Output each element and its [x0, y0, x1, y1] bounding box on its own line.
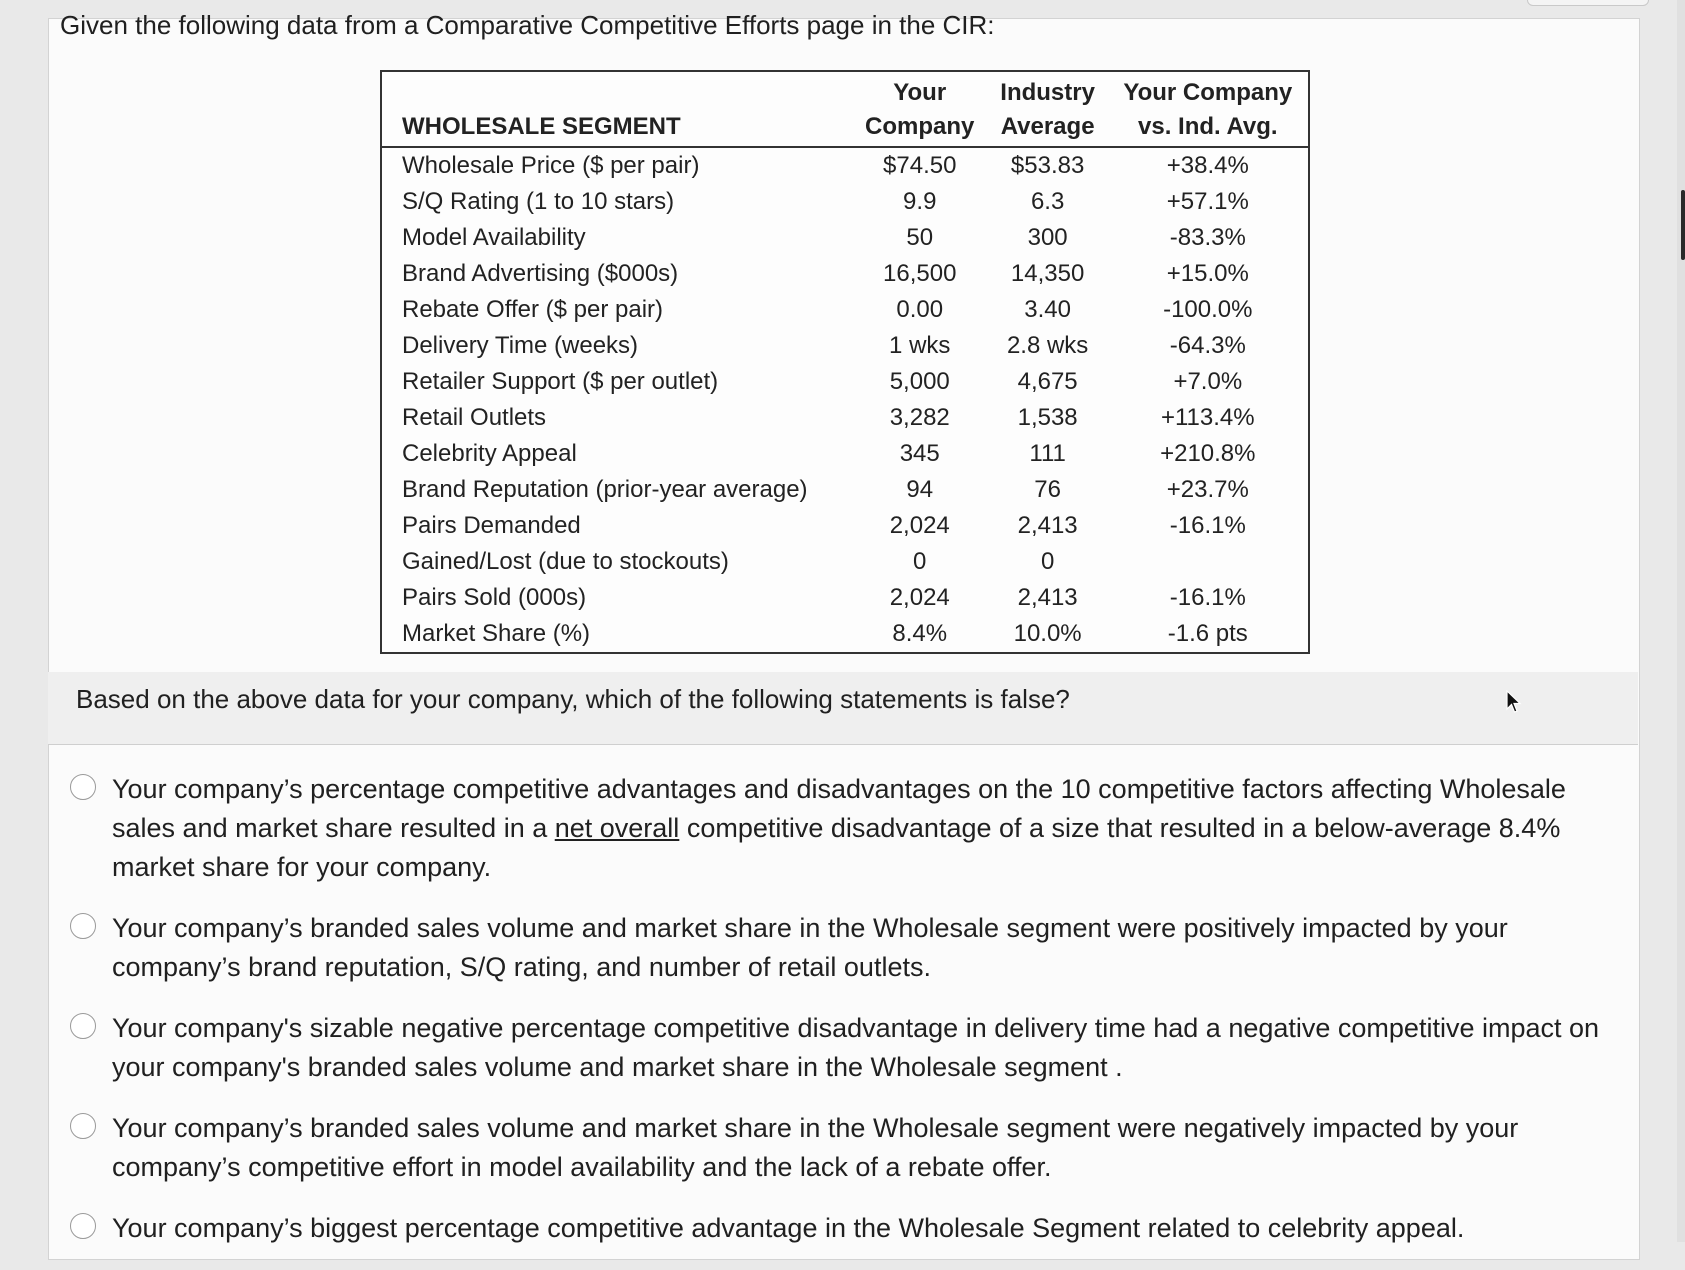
company-value: 345: [899, 440, 940, 467]
row-label: Rebate Offer ($ per pair): [402, 296, 664, 323]
vs-value: +113.4%: [1160, 404, 1255, 431]
company-value: $74.50: [883, 152, 957, 179]
row-label: Pairs Demanded: [402, 512, 581, 539]
answer-option-4[interactable]: [70, 1109, 1630, 1187]
industry-value: 2,413: [1017, 512, 1078, 539]
industry-value: 300: [1027, 224, 1068, 251]
radio-button[interactable]: [70, 1013, 96, 1039]
table-row: [382, 220, 1308, 256]
data-table: [382, 72, 1308, 652]
company-value: 16,500: [883, 260, 957, 287]
row-label: Retail Outlets: [402, 404, 547, 431]
header-vs-line2: vs. Ind. Avg.: [1138, 113, 1278, 140]
vs-value: -16.1%: [1169, 512, 1246, 539]
answer-option-5[interactable]: [70, 1209, 1630, 1248]
table-header-row: [382, 72, 1308, 147]
radio-button[interactable]: [70, 1113, 96, 1139]
mouse-pointer-icon: [1506, 690, 1522, 714]
answer-option-text: Your company's sizable negative percentage competitive disadvantage in delivery time had a negative competitive impact on your company's branded sales volume and market share in the Wholesale segment .: [112, 1013, 1600, 1082]
table-row: [382, 436, 1308, 472]
row-label: Delivery Time (weeks): [402, 332, 639, 359]
vs-value: -83.3%: [1169, 224, 1246, 251]
industry-value: 6.3: [1030, 188, 1065, 215]
answer-option-text: Your company’s branded sales volume and market share in the Wholesale segment were positively impacted by your company’s brand reputation, S/Q rating, and number of retail outlets.: [112, 913, 1508, 982]
industry-value: 2.8 wks: [1006, 332, 1089, 359]
option-text-part: Your company’s percentage competitive advantages and disadvantages on the 10 competitive factors affecting Wholesale sales and market share resulted in a: [112, 774, 1566, 843]
table-row: [382, 256, 1308, 292]
company-value: 2,024: [889, 584, 950, 611]
industry-value: 14,350: [1010, 260, 1085, 287]
industry-value: 4,675: [1017, 368, 1078, 395]
underlined-emphasis: net overall: [554, 813, 680, 843]
row-label: Market Share (%): [402, 620, 591, 647]
vs-value: -16.1%: [1169, 584, 1246, 611]
header-industry-average: [988, 72, 1108, 147]
vs-value: -64.3%: [1169, 332, 1246, 359]
industry-value: 2,413: [1017, 584, 1078, 611]
scrollbar-thumb[interactable]: [1681, 190, 1685, 260]
scrollbar[interactable]: [1677, 0, 1685, 1242]
company-value: 2,024: [889, 512, 950, 539]
vs-value: +15.0%: [1166, 260, 1249, 287]
vs-value: [1108, 544, 1308, 580]
radio-button[interactable]: [70, 1213, 96, 1239]
table-row: [382, 292, 1308, 328]
industry-value: 10.0%: [1013, 620, 1082, 647]
answer-options: [70, 770, 1630, 1270]
table-row: [382, 472, 1308, 508]
table-row: [382, 364, 1308, 400]
vs-value: +7.0%: [1173, 368, 1243, 395]
row-label: Pairs Sold (000s): [402, 584, 587, 611]
row-label: Celebrity Appeal: [402, 440, 577, 467]
answer-option-text: Your company’s branded sales volume and market share in the Wholesale segment were negatively impacted by your company’s competitive effort in model availability and the lack of a rebate offer.: [112, 1113, 1519, 1182]
table-row: [382, 328, 1308, 364]
radio-button[interactable]: [70, 774, 96, 800]
table-row: [382, 616, 1308, 652]
industry-value: 76: [1034, 476, 1061, 503]
row-label: Gained/Lost (due to stockouts): [402, 548, 729, 575]
row-label: S/Q Rating (1 to 10 stars): [402, 188, 675, 215]
answer-option-2[interactable]: [70, 909, 1630, 987]
vs-value: -100.0%: [1163, 296, 1253, 323]
vs-value: +23.7%: [1166, 476, 1249, 503]
header-industry-line1: Industry: [1000, 79, 1095, 106]
radio-button[interactable]: [70, 913, 96, 939]
company-value: 94: [906, 476, 934, 503]
row-label: Model Availability: [402, 224, 586, 251]
row-label: Brand Reputation (prior-year average): [402, 476, 808, 503]
table-row: [382, 508, 1308, 544]
header-your-company-line2: Company: [865, 113, 975, 140]
header-vs-industry: [1108, 72, 1308, 147]
answer-option-1[interactable]: [70, 770, 1630, 887]
company-value: 0: [913, 548, 927, 575]
company-value: 5,000: [889, 368, 950, 395]
option-text-part: competitive disadvantage of a size that resulted in a below-average 8.4% market share for your company.: [112, 813, 1561, 882]
vs-value: +57.1%: [1166, 188, 1249, 215]
header-your-company: [852, 72, 988, 147]
row-label: Retailer Support ($ per outlet): [402, 368, 719, 395]
top-right-button[interactable]: [1527, 0, 1649, 6]
header-wholesale-segment: WHOLESALE SEGMENT: [382, 72, 852, 147]
industry-value: 1,538: [1017, 404, 1078, 431]
table-row: [382, 544, 1308, 580]
question-prompt: Based on the above data for your company, which of the following statements is false?: [76, 684, 1070, 714]
vs-value: +38.4%: [1166, 152, 1249, 179]
answer-option-3[interactable]: [70, 1009, 1630, 1087]
row-label: Brand Advertising ($000s): [402, 260, 679, 287]
company-value: 8.4%: [892, 620, 948, 647]
table-row: [382, 580, 1308, 616]
row-label: Wholesale Price ($ per pair): [402, 152, 700, 179]
industry-value: 111: [1029, 440, 1066, 467]
industry-value: 3.40: [1024, 296, 1071, 323]
industry-value: 0: [1040, 548, 1055, 575]
competitive-efforts-table: [380, 70, 1310, 654]
answer-option-text: [112, 770, 1612, 887]
table-row: [382, 147, 1308, 184]
company-value: 9.9: [903, 188, 937, 215]
company-value: 50: [906, 224, 934, 251]
table-row: [382, 400, 1308, 436]
company-value: 0.00: [896, 296, 944, 323]
header-your-company-line1: Your: [893, 79, 947, 106]
answer-option-text: Your company’s biggest percentage competitive advantage in the Wholesale Segment related to celebrity appeal.: [112, 1213, 1465, 1243]
question-intro: Given the following data from a Comparative Competitive Efforts page in the CIR:: [60, 10, 995, 40]
table-row: [382, 184, 1308, 220]
vs-value: +210.8%: [1160, 440, 1256, 467]
header-industry-line2: Average: [1000, 113, 1095, 140]
vs-value: -1.6 pts: [1167, 620, 1248, 647]
header-vs-line1: Your Company: [1123, 79, 1293, 106]
industry-value: $53.83: [1010, 152, 1085, 179]
company-value: 1 wks: [889, 332, 951, 359]
company-value: 3,282: [889, 404, 950, 431]
